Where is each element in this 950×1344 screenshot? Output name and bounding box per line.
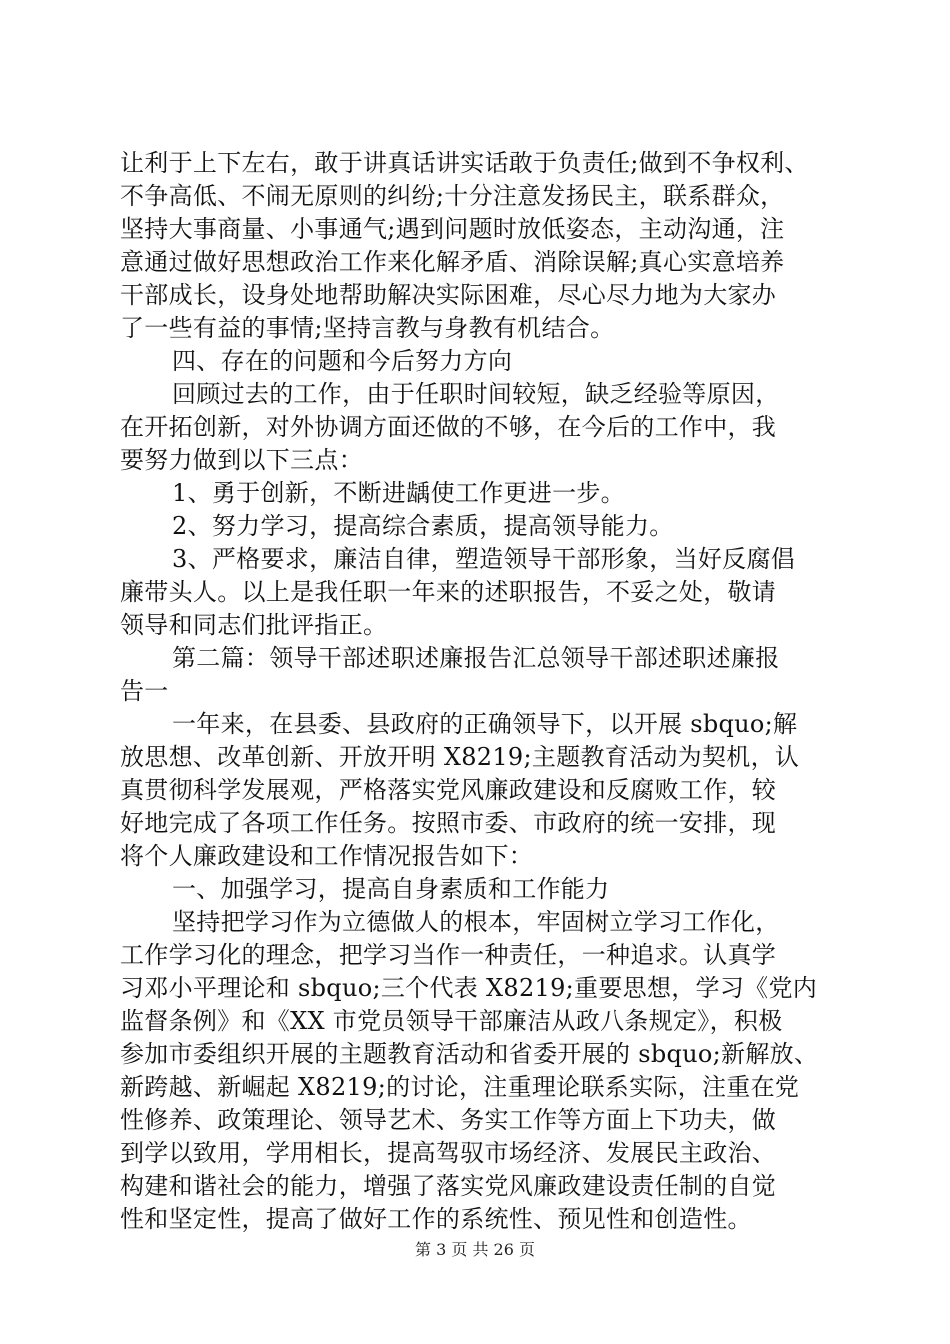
text-line: 到学以致用，学用相长，提高驾驭市场经济、发展民主政治、 — [120, 1139, 777, 1167]
text-line: 要努力做到以下三点： — [120, 446, 363, 474]
text-line: 构建和谐社会的能力，增强了落实党风廉政建设责任制的自觉 — [120, 1172, 777, 1200]
text-line: 习邓小平理论和 sbquo;三个代表 X8219;重要思想，学习《党内 — [120, 974, 818, 1002]
text-line: 新跨越、新崛起 X8219;的讨论，注重理论联系实际，注重在党 — [120, 1073, 800, 1101]
text-line: 1、勇于创新，不断进龋使工作更进一步。 — [172, 479, 625, 507]
text-line: 回顾过去的工作，由于任职时间较短，缺乏经验等原因， — [172, 380, 780, 408]
text-line: 3、严格要求，廉洁自律，塑造领导干部形象，当好反腐倡 — [172, 545, 796, 573]
text-line: 性和坚定性，提高了做好工作的系统性、预见性和创造性。 — [120, 1205, 752, 1233]
text-line: 在开拓创新，对外协调方面还做的不够，在今后的工作中，我 — [120, 413, 777, 441]
text-line: 一、加强学习，提高自身素质和工作能力 — [172, 875, 610, 903]
text-line: 四、存在的问题和今后努力方向 — [172, 347, 513, 375]
text-line: 坚持大事商量、小事通气;遇到问题时放低姿态，主动沟通，注 — [120, 215, 785, 243]
text-line: 2、努力学习，提高综合素质，提高领导能力。 — [172, 512, 674, 540]
text-line: 不争高低、不闹无原则的纠纷;十分注意发扬民主，联系群众， — [120, 182, 785, 210]
text-line: 一年来，在县委、县政府的正确领导下，以开展 sbquo;解 — [172, 710, 798, 738]
text-line: 坚持把学习作为立德做人的根本，牢固树立学习工作化， — [172, 908, 780, 936]
text-line: 工作学习化的理念，把学习当作一种责任，一种追求。认真学 — [120, 941, 777, 969]
page-number-footer: 第 3 页 共 26 页 — [415, 1240, 535, 1259]
text-line: 让利于上下左右，敢于讲真话讲实话敢于负责任;做到不争权利、 — [120, 149, 809, 177]
text-line: 干部成长，设身处地帮助解决实际困难，尽心尽力地为大家办 — [120, 281, 777, 309]
text-line: 告一 — [120, 677, 169, 705]
document-body — [120, 147, 832, 1236]
text-line: 将个人廉政建设和工作情况报告如下： — [120, 842, 534, 870]
text-line: 参加市委组织开展的主题教育活动和省委开展的 sbquo;新解放、 — [120, 1040, 819, 1068]
text-line: 放思想、改革创新、开放开明 X8219;主题教育活动为契机，认 — [120, 743, 800, 771]
text-line: 领导和同志们批评指正。 — [120, 611, 388, 639]
text-line: 廉带头人。以上是我任职一年来的述职报告，不妥之处，敬请 — [120, 578, 777, 606]
text-line: 性修养、政策理论、领导艺术、务实工作等方面上下功夫，做 — [120, 1106, 777, 1134]
text-line: 真贯彻科学发展观，严格落实党风廉政建设和反腐败工作，较 — [120, 776, 777, 804]
text-line: 第二篇：领导干部述职述廉报告汇总领导干部述职述廉报 — [172, 644, 780, 672]
text-line: 好地完成了各项工作任务。按照市委、市政府的统一安排，现 — [120, 809, 777, 837]
text-line: 意通过做好思想政治工作来化解矛盾、消除误解;真心实意培养 — [120, 248, 785, 276]
text-line: 监督条例》和《XX 市党员领导干部廉洁从政八条规定》，积极 — [120, 1007, 783, 1035]
text-line: 了一些有益的事情;坚持言教与身教有机结合。 — [120, 314, 615, 342]
